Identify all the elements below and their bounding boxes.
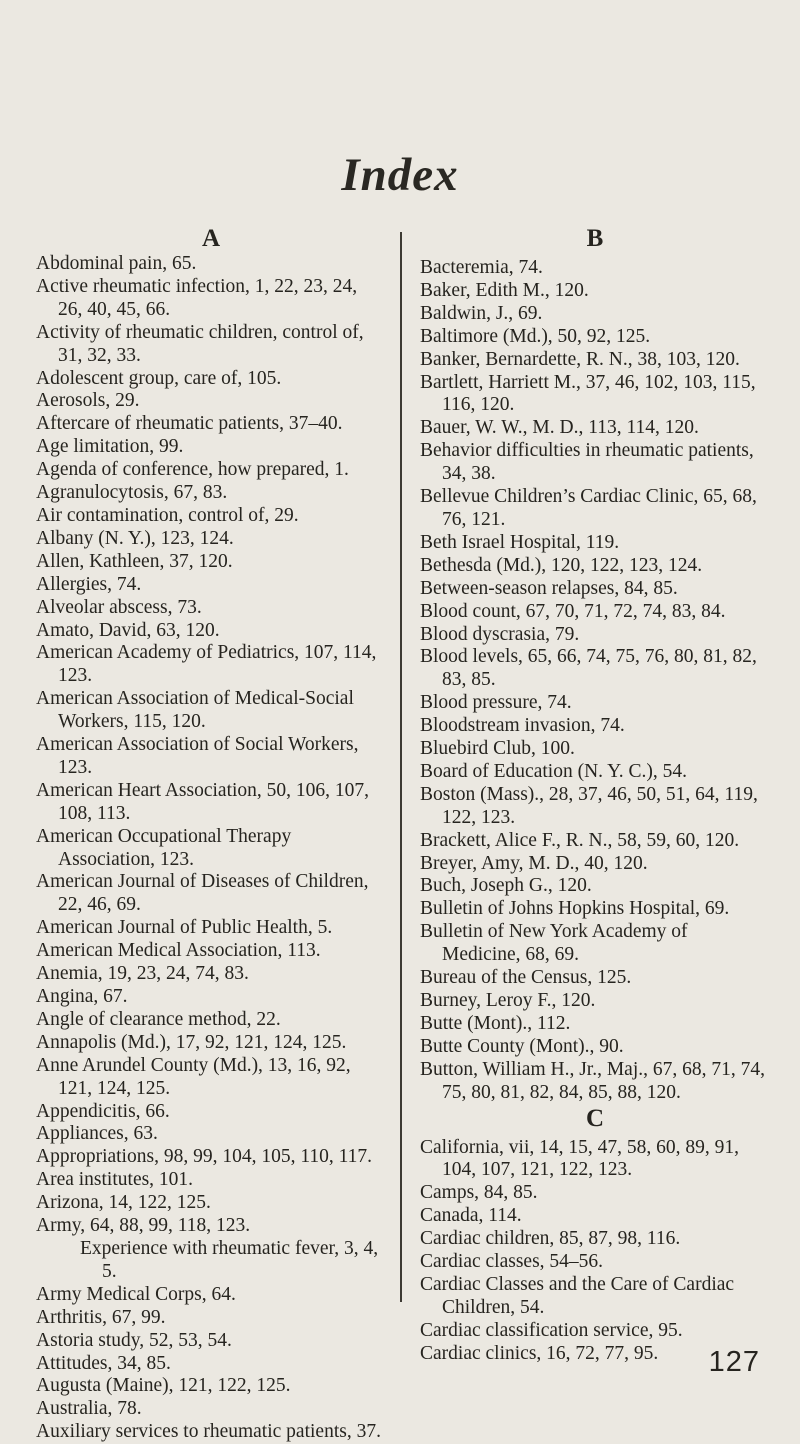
index-entry: Army, 64, 88, 99, 118, 123. bbox=[36, 1215, 251, 1237]
index-entry: Auxiliary services to rheumatic patients, 37. bbox=[36, 1421, 381, 1443]
index-entry: Anemia, 19, 23, 24, 74, 83. bbox=[36, 963, 249, 985]
index-entry: Adolescent group, care of, 105. bbox=[36, 367, 282, 389]
index-entry: Boston (Mass)., 28, 37, 46, 50, 51, 64, 119, 122, 123. bbox=[420, 783, 758, 828]
left-column bbox=[36, 225, 386, 1444]
index-entry: Bureau of the Census, 125. bbox=[420, 967, 632, 989]
right-column bbox=[420, 225, 770, 1366]
index-entry: Camps, 84, 85. bbox=[420, 1182, 538, 1204]
index-entry: Activity of rheumatic children, control of, 31, 32, 33. bbox=[36, 321, 364, 366]
page-title: Index bbox=[341, 149, 459, 201]
index-entry: Angle of clearance method, 22. bbox=[36, 1008, 281, 1030]
index-entry: Army Medical Corps, 64. bbox=[36, 1283, 236, 1305]
index-entry: Attitudes, 34, 85. bbox=[36, 1352, 171, 1374]
index-entry: Arizona, 14, 122, 125. bbox=[36, 1192, 211, 1214]
index-entry: Agenda of conference, how prepared, 1. bbox=[36, 459, 349, 481]
index-entry: Board of Education (N. Y. C.), 54. bbox=[420, 760, 688, 782]
index-entry: Air contamination, control of, 29. bbox=[36, 504, 299, 526]
index-entry: Aerosols, 29. bbox=[36, 390, 140, 412]
index-entry: Blood dyscrasia, 79. bbox=[420, 623, 580, 645]
index-entry: Australia, 78. bbox=[36, 1398, 142, 1420]
index-entry: Age limitation, 99. bbox=[36, 436, 184, 458]
index-entry: Bulletin of Johns Hopkins Hospital, 69. bbox=[420, 898, 730, 920]
index-entry: American Medical Association, 113. bbox=[36, 940, 321, 962]
page-number: 127 bbox=[708, 1346, 760, 1378]
index-entry: Anne Arundel County (Md.), 13, 16, 92, 121, 124, 125. bbox=[36, 1054, 351, 1099]
index-entry: Appliances, 63. bbox=[36, 1123, 158, 1145]
index-entry: American Association of Social Workers, 123. bbox=[36, 734, 359, 778]
index-entry: Bacteremia, 74. bbox=[420, 257, 543, 278]
index-entry: Active rheumatic infection, 1, 22, 23, 24, 26, 40, 45, 66. bbox=[36, 275, 358, 320]
index-entry: Cardiac Classes and the Care of Cardiac Children, 54. bbox=[420, 1273, 735, 1318]
index-entry: American Journal of Diseases of Children, 22, 46, 69. bbox=[36, 871, 369, 916]
right-section-list bbox=[420, 225, 770, 1366]
index-entry: Blood levels, 65, 66, 74, 75, 76, 80, 81, 82, 83, 85. bbox=[420, 646, 757, 691]
index-entry: American Occupational Therapy Association, 123. bbox=[36, 825, 292, 870]
index-entry: Blood count, 67, 70, 71, 72, 74, 83, 84. bbox=[420, 600, 726, 622]
index-entry: Bloodstream invasion, 74. bbox=[420, 715, 625, 737]
index-entry: American Association of Medical-Social Workers, 115, 120. bbox=[36, 688, 354, 733]
index-entry: Bulletin of New York Academy of Medicine, 68, 69. bbox=[420, 921, 688, 966]
index-entry: American Heart Association, 50, 106, 107, 108, 113. bbox=[36, 779, 370, 824]
index-entry: American Journal of Public Health, 5. bbox=[36, 917, 333, 939]
index-entry: Alveolar abscess, 73. bbox=[36, 596, 202, 618]
index-entry: Canada, 114. bbox=[420, 1205, 522, 1227]
index-entry: Annapolis (Md.), 17, 92, 121, 124, 125. bbox=[36, 1031, 347, 1053]
entry-list bbox=[420, 257, 770, 1105]
index-entry: Aftercare of rheumatic patients, 37–40. bbox=[36, 413, 343, 435]
left-entry-list bbox=[36, 253, 386, 1444]
index-entry: California, vii, 14, 15, 47, 58, 60, 89, 91, 104, 107, 121, 122, 123. bbox=[420, 1136, 740, 1181]
index-entry: Augusta (Maine), 121, 122, 125. bbox=[36, 1375, 291, 1397]
index-entry: Arthritis, 67, 99. bbox=[36, 1306, 166, 1328]
index-entry: Burney, Leroy F., 120. bbox=[420, 990, 596, 1011]
index-entry: Between-season relapses, 84, 85. bbox=[420, 577, 678, 599]
index-entry: Allergies, 74. bbox=[36, 573, 142, 595]
section-letter-b: B bbox=[586, 225, 604, 252]
index-entry: Agranulocytosis, 67, 83. bbox=[36, 482, 228, 504]
index-entry: Albany (N. Y.), 123, 124. bbox=[36, 527, 234, 549]
index-entry: Experience with rheumatic fever, 3, 4, 5. bbox=[80, 1237, 379, 1282]
index-entry: Cardiac children, 85, 87, 98, 116. bbox=[420, 1228, 681, 1250]
index-entry: Bartlett, Harriett M., 37, 46, 102, 103, 115, 116, 120. bbox=[420, 371, 756, 416]
index-entry: Beth Israel Hospital, 119. bbox=[420, 531, 620, 553]
section-letter-c: C bbox=[585, 1104, 605, 1132]
entry-list bbox=[420, 1137, 770, 1366]
index-entry: Baker, Edith M., 120. bbox=[420, 279, 589, 301]
index-entry: Bethesda (Md.), 120, 122, 123, 124. bbox=[420, 554, 703, 576]
index-entry: Cardiac classification service, 95. bbox=[420, 1319, 683, 1341]
index-entry: American Academy of Pediatrics, 107, 114, 123. bbox=[36, 642, 377, 687]
index-entry: Blood pressure, 74. bbox=[420, 692, 572, 714]
index-entry: Allen, Kathleen, 37, 120. bbox=[36, 550, 233, 572]
index-entry: Angina, 67. bbox=[36, 986, 128, 1007]
index-entry: Cardiac classes, 54–56. bbox=[420, 1251, 604, 1273]
index-entry: Baldwin, J., 69. bbox=[420, 302, 543, 324]
index-entry: Butte County (Mont)., 90. bbox=[420, 1035, 624, 1057]
index-entry: Area institutes, 101. bbox=[36, 1169, 194, 1191]
index-entry: Bauer, W. W., M. D., 113, 114, 120. bbox=[420, 417, 699, 439]
index-entry: Abdominal pain, 65. bbox=[36, 253, 197, 274]
index-entry: Butte (Mont)., 112. bbox=[420, 1012, 571, 1034]
section-letter-a: A bbox=[201, 225, 221, 252]
index-entry: Amato, David, 63, 120. bbox=[36, 619, 220, 641]
index-entry: Buch, Joseph G., 120. bbox=[420, 875, 592, 897]
index-entry: Baltimore (Md.), 50, 92, 125. bbox=[420, 325, 651, 347]
index-entry: Banker, Bernardette, R. N., 38, 103, 120. bbox=[420, 348, 740, 370]
index-entry: Brackett, Alice F., R. N., 58, 59, 60, 120. bbox=[420, 829, 740, 851]
index-entry: Appropriations, 98, 99, 104, 105, 110, 117. bbox=[36, 1146, 372, 1168]
index-entry: Behavior difficulties in rheumatic patients, 34, 38. bbox=[420, 440, 754, 485]
index-entry: Breyer, Amy, M. D., 40, 120. bbox=[420, 852, 648, 874]
index-entry: Cardiac clinics, 16, 72, 77, 95. bbox=[420, 1342, 659, 1364]
index-entry: Button, William H., Jr., Maj., 67, 68, 71, 74, 75, 80, 81, 82, 84, 85, 88, 120. bbox=[420, 1058, 765, 1103]
column-divider bbox=[400, 232, 402, 1302]
index-entry: Bellevue Children’s Cardiac Clinic, 65, 68, 76, 121. bbox=[420, 486, 757, 530]
index-entry: Astoria study, 52, 53, 54. bbox=[36, 1329, 232, 1351]
index-entry: Bluebird Club, 100. bbox=[420, 738, 575, 760]
index-entry: Appendicitis, 66. bbox=[36, 1100, 170, 1122]
